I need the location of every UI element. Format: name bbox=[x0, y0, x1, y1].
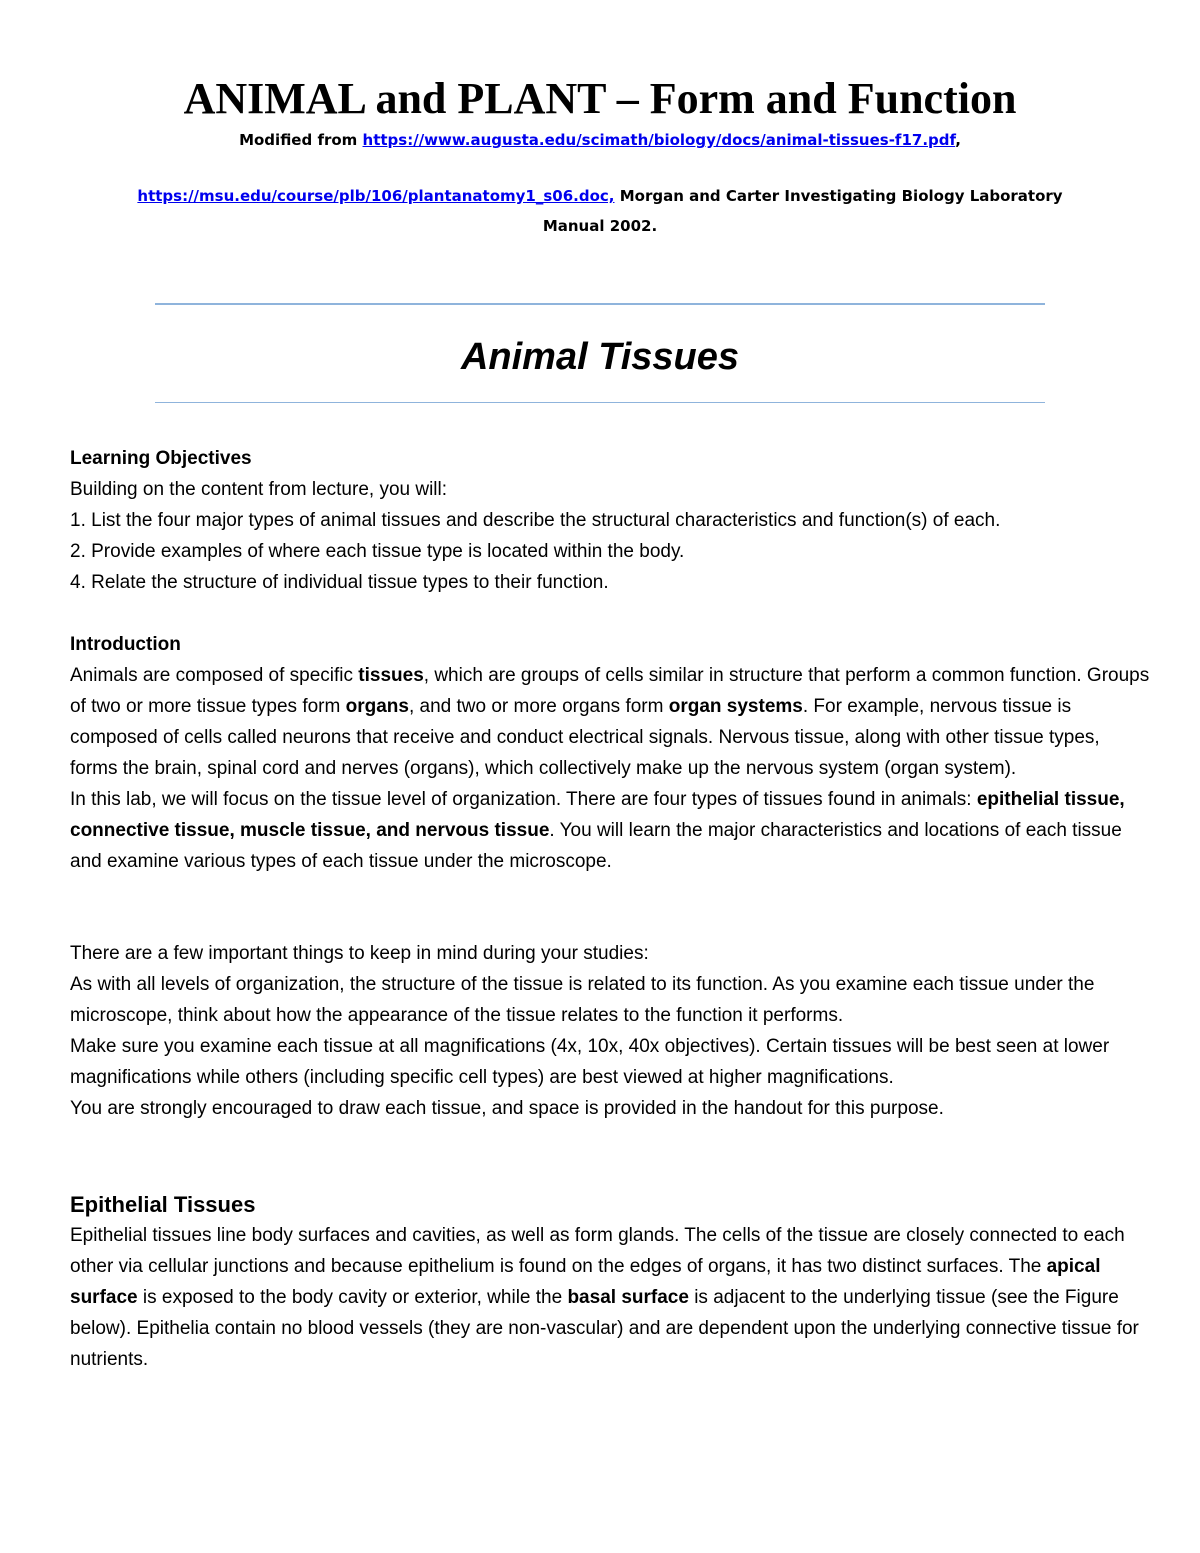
notes-paragraph: You are strongly encouraged to draw each tissue, and space is provided in the handout for this purpose. bbox=[70, 1098, 944, 1119]
divider-bottom bbox=[155, 402, 1045, 403]
learning-objectives bbox=[70, 443, 1150, 598]
source-link-msu[interactable]: https://msu.edu/course/plb/106/plantanatomy1_s06.doc, bbox=[137, 187, 615, 205]
source-line-1 bbox=[60, 125, 1140, 155]
notes-lead: There are a few important things to keep in mind during your studies: bbox=[70, 943, 649, 964]
source-prefix: Modified from bbox=[239, 131, 363, 149]
notes-paragraph: Make sure you examine each tissue at all magnifications (4x, 10x, 40x objectives). Certain tissues will be best seen at lower magnifications while others (including specific cell types) are best viewed at higher magnifications. bbox=[70, 1036, 1110, 1088]
objective-item: 1. List the four major types of animal tissues and describe the structural characteristics and function(s) of each. bbox=[70, 510, 1001, 531]
divider-top bbox=[155, 303, 1045, 305]
source-reference: Morgan and Carter Investigating Biology Laboratory bbox=[614, 187, 1063, 205]
objective-item: 4. Relate the structure of individual tissue types to their function. bbox=[70, 572, 609, 593]
section-title: Animal Tissues bbox=[460, 336, 740, 378]
epithelial-paragraph: Epithelial tissues line body surfaces and cavities, as well as form glands. The cells of the tissue are closely connected to each other via cellular junctions and because epithelium is found on the edges of organs, it has two distinct surfaces. The apical surface is exposed to the body cavity or exterior, while the basal surface is adjacent to the underlying tissue (see the Figure below). Epithelia contain no blood vessels (they are non-vascular) and are dependent upon the underlying connective tissue for nutrients. bbox=[70, 1225, 1139, 1370]
introduction-heading: Introduction bbox=[70, 634, 181, 655]
epithelial-tissues bbox=[70, 1189, 1150, 1375]
objectives-lead: Building on the content from lecture, you will: bbox=[70, 479, 448, 500]
introduction-paragraph-1: Animals are composed of specific tissues, which are groups of cells similar in structure that perform a common function. Groups of two or more tissue types form organs, and two or more organs form organ systems. For example, nervous tissue is composed of cells called neurons that receive and conduct electrical signals. Nervous tissue, along with other tissue types, forms the brain, spinal cord and nerves (organs), which collectively make up the nervous system (organ system). bbox=[70, 665, 1150, 779]
document-title: ANIMAL and PLANT – Form and Function bbox=[183, 74, 1017, 123]
introduction bbox=[70, 629, 1150, 877]
notes-paragraph: As with all levels of organization, the structure of the tissue is related to its function. As you examine each tissue under the microscope, think about how the appearance of the tissue relates to the function it performs. bbox=[70, 974, 1095, 1026]
objectives-heading: Learning Objectives bbox=[70, 448, 252, 469]
source-suffix: , bbox=[955, 131, 961, 149]
objective-item: 2. Provide examples of where each tissue type is located within the body. bbox=[70, 541, 685, 562]
study-notes bbox=[70, 938, 1150, 1124]
source-line-2 bbox=[60, 181, 1140, 211]
epithelial-heading: Epithelial Tissues bbox=[70, 1192, 256, 1217]
source-line-3: Manual 2002. bbox=[542, 217, 658, 235]
source-link-augusta[interactable]: https://www.augusta.edu/scimath/biology/docs/animal-tissues-f17.pdf bbox=[362, 131, 956, 149]
introduction-paragraph-2: In this lab, we will focus on the tissue level of organization. There are four types of tissues found in animals: epithelial tissue, connective tissue, muscle tissue, and nervous tissue. You will learn the major characteristics and locations of each tissue and examine various types of each tissue under the microscope. bbox=[70, 789, 1125, 872]
